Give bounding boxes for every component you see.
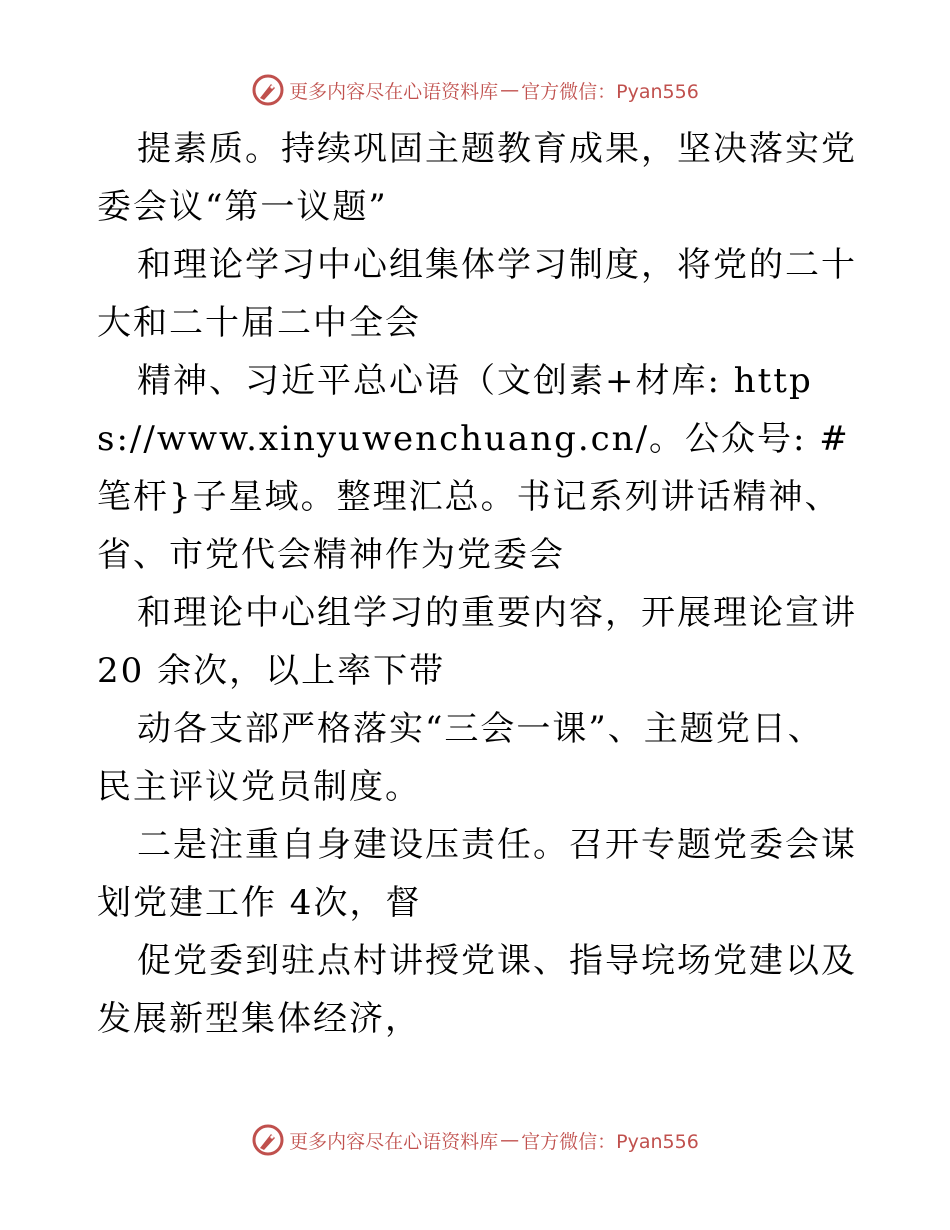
watermark-main-text: 更多内容尽在心语资料库 [289,80,499,103]
watermark-official-text: 官方微信：Pyan556 [521,1130,699,1153]
paragraph: 和理论中心组学习的重要内容，开展理论宣讲 20 余次，以上率下带 [97,593,857,691]
paragraph: 提素质。持续巩固主题教育成果，坚决落实党委会议“第一议题” [97,129,857,227]
pen-nib-circle-icon [251,73,285,107]
pen-nib-circle-icon [251,1123,285,1157]
paragraph: 动各支部严格落实“三会一课”、主题党日、民主评议党员制度。 [97,709,824,807]
watermark-official-text: 官方微信：Pyan556 [521,80,699,103]
watermark-main-text: 更多内容尽在心语资料库 [289,1130,499,1153]
paragraph: 和理论学习中心组集体学习制度，将党的二十大和二十届二中全会 [97,245,857,343]
document-body [97,120,857,1048]
paragraph: 促党委到驻点村讲授党课、指导垸场党建以及发展新型集体经济， [97,941,857,1039]
footer-watermark [0,1120,950,1160]
paragraph: 精神、习近平总心语（文创素+材库: https://www.xinyuwenchuang.cn/。公众号: #笔杆}子星域。整理汇总。书记系列讲话精神、省、市党代会精神作为党委会 [97,361,850,575]
watermark-dash: — [500,79,520,101]
paragraph: 二是注重自身建设压责任。召开专题党委会谋划党建工作 4次，督 [97,825,857,923]
watermark-dash: — [500,1129,520,1151]
header-watermark [0,70,950,110]
